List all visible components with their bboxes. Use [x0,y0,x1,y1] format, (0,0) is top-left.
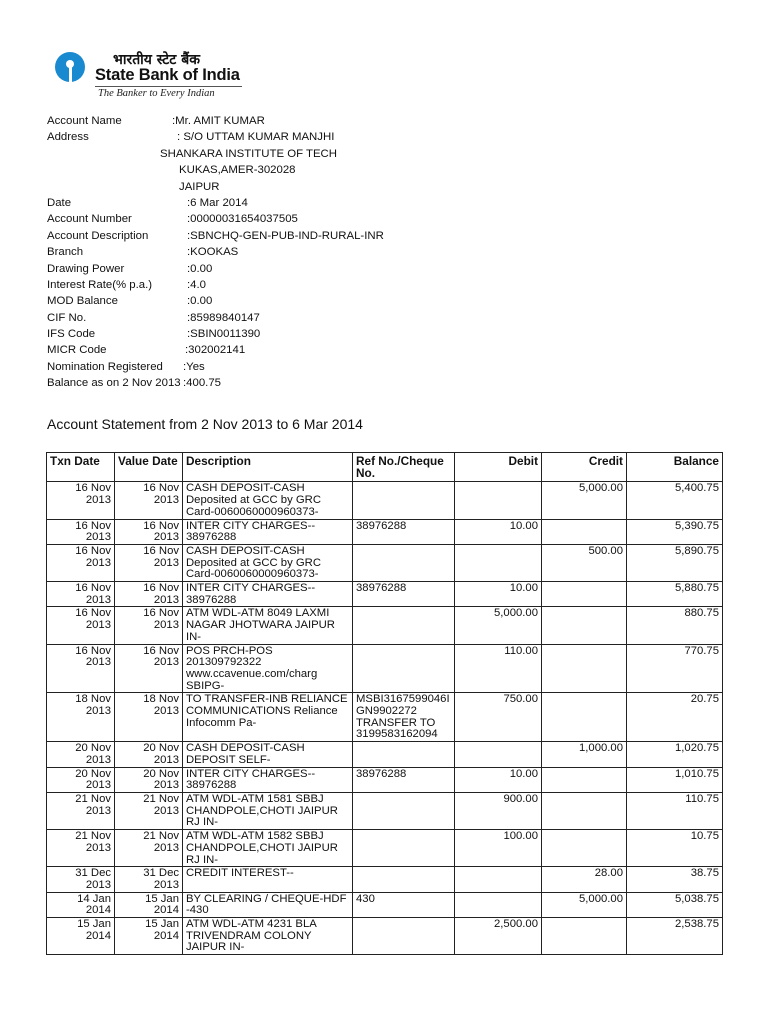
debit-cell: 10.00 [455,582,542,607]
info-value: :Yes [183,360,205,373]
balance-cell: 5,390.75 [627,519,723,544]
debit-cell: 10.00 [455,767,542,792]
txn-date-cell: 15 Jan 2014 [47,918,115,955]
txn-date-cell: 16 Nov 2013 [47,544,115,581]
info-value: :SBIN0011390 [187,328,261,341]
description-cell: CASH DEPOSIT-CASH DEPOSIT SELF- [183,742,353,767]
description-cell: TO TRANSFER-INB RELIANCE COMMUNICATIONS Reliance Infocomm Pa- [183,693,353,742]
info-value: :4.0 [187,278,206,291]
info-label: Address [47,131,89,144]
balance-cell: 38.75 [627,867,723,892]
info-label: CIF No. [47,311,87,324]
debit-cell [455,482,542,519]
credit-cell [542,830,627,867]
transactions-table [46,452,723,955]
ref-cell: 430 [353,892,455,917]
bank-logo [55,50,255,102]
balance-cell: 5,400.75 [627,482,723,519]
info-label: Drawing Power [47,262,125,275]
description-cell: INTER CITY CHARGES-- 38976288 [183,582,353,607]
table-row [47,582,723,607]
info-value: :00000031654037505 [187,213,298,226]
table-row [47,607,723,644]
debit-cell: 110.00 [455,644,542,693]
table-row [47,519,723,544]
info-label: IFS Code [47,328,96,341]
balance-cell: 10.75 [627,830,723,867]
bank-name: State Bank of India [95,66,240,84]
description-cell: INTER CITY CHARGES-- 38976288 [183,519,353,544]
info-label: Account Number [47,213,132,226]
txn-date-cell: 16 Nov 2013 [47,482,115,519]
debit-cell [455,867,542,892]
table-header-row [47,453,723,482]
credit-cell [542,519,627,544]
col-header-value-date: Value Date [115,453,183,482]
credit-cell: 1,000.00 [542,742,627,767]
description-cell: BY CLEARING / CHEQUE-HDF -430 [183,892,353,917]
description-cell: ATM WDL-ATM 4231 BLA TRIVENDRAM COLONY JAIPUR IN- [183,918,353,955]
table-row [47,544,723,581]
table-row [47,742,723,767]
value-date-cell: 16 Nov 2013 [115,644,183,693]
sbi-keyhole-icon [55,52,85,82]
balance-cell: 1,010.75 [627,767,723,792]
info-label: Interest Rate(% p.a.) [47,278,153,291]
ref-cell [353,830,455,867]
ref-cell: 38976288 [353,582,455,607]
value-date-cell: 16 Nov 2013 [115,482,183,519]
info-label: Nomination Registered [47,360,163,373]
col-header-txn-date: Txn Date [47,453,115,482]
credit-cell: 28.00 [542,867,627,892]
table-row [47,482,723,519]
debit-cell: 900.00 [455,792,542,829]
info-value: SHANKARA INSTITUTE OF TECH [160,147,337,160]
txn-date-cell: 20 Nov 2013 [47,767,115,792]
info-label: Account Name [47,115,122,127]
value-date-cell: 16 Nov 2013 [115,582,183,607]
info-value: :0.00 [187,262,213,275]
txn-date-cell: 31 Dec 2013 [47,867,115,892]
table-row [47,693,723,742]
txn-date-cell: 14 Jan 2014 [47,892,115,917]
col-header-ref: Ref No./Cheque No. [353,453,455,482]
ref-cell [353,644,455,693]
table-row [47,892,723,917]
table-row [47,830,723,867]
ref-cell [353,544,455,581]
value-date-cell: 31 Dec 2013 [115,867,183,892]
info-label: MOD Balance [47,295,118,308]
value-date-cell: 20 Nov 2013 [115,767,183,792]
col-header-credit: Credit [542,453,627,482]
ref-cell [353,792,455,829]
txn-date-cell: 16 Nov 2013 [47,582,115,607]
info-label: Balance as on 2 Nov 2013 [47,377,181,390]
value-date-cell: 18 Nov 2013 [115,693,183,742]
info-value: :SBNCHQ-GEN-PUB-IND-RURAL-INR [187,229,384,242]
txn-date-cell: 21 Nov 2013 [47,792,115,829]
balance-cell: 2,538.75 [627,918,723,955]
description-cell: CASH DEPOSIT-CASH Deposited at GCC by GRC Card-0060060000960373- [183,482,353,519]
credit-cell [542,918,627,955]
debit-cell: 10.00 [455,519,542,544]
credit-cell: 500.00 [542,544,627,581]
info-value: :302002141 [185,344,246,357]
description-cell: POS PRCH-POS 201309792322 www.ccavenue.com/charg SBIPG- [183,644,353,693]
bank-tagline: The Banker to Every Indian [98,88,215,99]
txn-date-cell: 21 Nov 2013 [47,830,115,867]
credit-cell [542,607,627,644]
description-cell: INTER CITY CHARGES-- 38976288 [183,767,353,792]
info-value: KUKAS,AMER-302028 [179,164,296,177]
description-cell: CASH DEPOSIT-CASH Deposited at GCC by GRC Card-0060060000960373- [183,544,353,581]
info-value: JAIPUR [179,180,220,193]
value-date-cell: 16 Nov 2013 [115,519,183,544]
value-date-cell: 21 Nov 2013 [115,830,183,867]
info-value: :85989840147 [187,311,260,324]
debit-cell: 100.00 [455,830,542,867]
info-label: Date [47,196,72,209]
balance-cell: 770.75 [627,644,723,693]
debit-cell: 750.00 [455,693,542,742]
info-value: : S/O UTTAM KUMAR MANJHI [177,131,335,144]
table-row [47,918,723,955]
balance-cell: 880.75 [627,607,723,644]
debit-cell [455,742,542,767]
table-row [47,867,723,892]
description-cell: ATM WDL-ATM 1581 SBBJ CHANDPOLE,CHOTI JAIPUR RJ IN- [183,792,353,829]
info-value: :6 Mar 2014 [187,196,248,209]
col-header-description: Description [183,453,353,482]
info-value: :400.75 [183,377,222,390]
credit-cell [542,644,627,693]
ref-cell [353,867,455,892]
debit-cell: 5,000.00 [455,607,542,644]
balance-cell: 110.75 [627,792,723,829]
balance-cell: 5,038.75 [627,892,723,917]
credit-cell [542,792,627,829]
info-value: :Mr. AMIT KUMAR [172,115,265,127]
credit-cell [542,693,627,742]
debit-cell [455,892,542,917]
description-cell: CREDIT INTEREST-- [183,867,353,892]
debit-cell: 2,500.00 [455,918,542,955]
txn-date-cell: 16 Nov 2013 [47,644,115,693]
logo-divider [95,86,242,87]
txn-date-cell: 16 Nov 2013 [47,519,115,544]
txn-date-cell: 16 Nov 2013 [47,607,115,644]
table-row [47,767,723,792]
value-date-cell: 15 Jan 2014 [115,918,183,955]
ref-cell [353,607,455,644]
credit-cell [542,767,627,792]
credit-cell: 5,000.00 [542,482,627,519]
table-row [47,644,723,693]
ref-cell [353,918,455,955]
credit-cell [542,582,627,607]
balance-cell: 1,020.75 [627,742,723,767]
ref-cell: MSBI3167599046I GN9902272 TRANSFER TO 3199583162094 [353,693,455,742]
ref-cell [353,742,455,767]
balance-cell: 20.75 [627,693,723,742]
value-date-cell: 15 Jan 2014 [115,892,183,917]
col-header-balance: Balance [627,453,723,482]
credit-cell: 5,000.00 [542,892,627,917]
ref-cell: 38976288 [353,519,455,544]
bank-hindi-name: भारतीय स्टेट बैंक [113,52,200,68]
col-header-debit: Debit [455,453,542,482]
txn-date-cell: 18 Nov 2013 [47,693,115,742]
ref-cell [353,482,455,519]
debit-cell [455,544,542,581]
value-date-cell: 21 Nov 2013 [115,792,183,829]
info-value: :0.00 [187,295,213,308]
statement-title: Account Statement from 2 Nov 2013 to 6 Mar 2014 [47,416,363,432]
info-label: Branch [47,246,84,259]
value-date-cell: 16 Nov 2013 [115,544,183,581]
value-date-cell: 16 Nov 2013 [115,607,183,644]
table-row [47,792,723,829]
balance-cell: 5,890.75 [627,544,723,581]
info-label: Account Description [47,229,149,242]
description-cell: ATM WDL-ATM 1582 SBBJ CHANDPOLE,CHOTI JAIPUR RJ IN- [183,830,353,867]
info-value: :KOOKAS [187,246,239,259]
info-label: MICR Code [47,344,107,357]
ref-cell: 38976288 [353,767,455,792]
balance-cell: 5,880.75 [627,582,723,607]
description-cell: ATM WDL-ATM 8049 LAXMI NAGAR JHOTWARA JAIPUR IN- [183,607,353,644]
value-date-cell: 20 Nov 2013 [115,742,183,767]
txn-date-cell: 20 Nov 2013 [47,742,115,767]
